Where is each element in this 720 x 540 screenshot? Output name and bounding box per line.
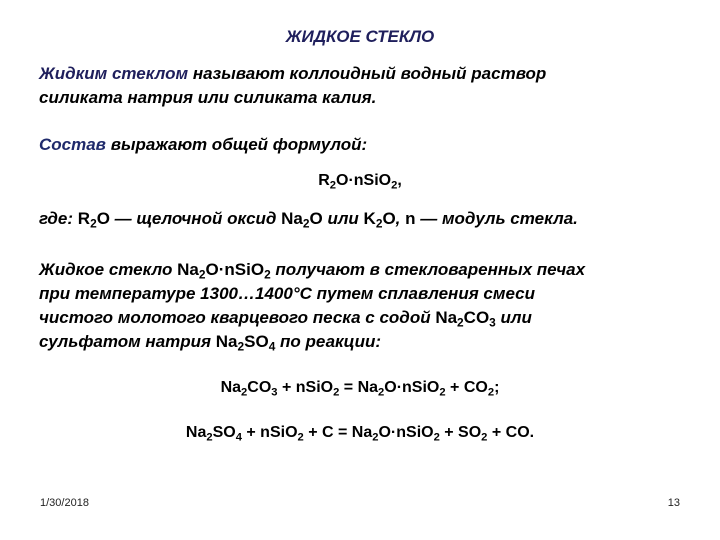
formula-subscript: 2 [487, 386, 495, 399]
formula-part: CO [463, 308, 490, 327]
formula-subscript: 2 [457, 315, 464, 330]
formula-part: n [405, 209, 416, 228]
formula-subscript: 2 [333, 386, 340, 399]
formula-part: Na [220, 379, 242, 396]
formula-part: = Na [339, 379, 379, 396]
where-text: — модуль стекла. [415, 209, 578, 228]
production-line-2: при температуре 1300…1400°С путем сплавления смеси [39, 284, 535, 303]
where-text: , [395, 209, 406, 228]
footer-page-number: 13 [667, 497, 680, 509]
production-line-1 [39, 258, 585, 282]
formula-part: + CO. [487, 424, 535, 441]
formula-part: Na [435, 308, 458, 327]
formula-subscript: 2 [237, 339, 245, 354]
composition-term: Состав [39, 135, 106, 154]
footer-date: 1/30/2018 [40, 497, 89, 509]
definition-line-1 [39, 62, 546, 86]
formula-part: SO [212, 424, 236, 441]
formula-part: K [363, 209, 376, 228]
composition-line [39, 133, 367, 157]
formula-part: Na [177, 260, 199, 279]
where-prefix: где: [39, 209, 78, 228]
formula-subscript: 3 [271, 386, 278, 399]
formula-subscript: 2 [375, 216, 383, 231]
formula-part: + SO [439, 424, 482, 441]
formula-part: O [96, 209, 110, 228]
formula-part: O [309, 209, 323, 228]
formula-part: Na [185, 424, 207, 441]
formula-part: R [77, 209, 91, 228]
production-line-3 [39, 306, 585, 330]
formula-subscript: 2 [90, 216, 97, 231]
production-paragraph [39, 258, 585, 354]
formula-subscript: 2 [433, 431, 440, 444]
formula-part: CO [247, 379, 272, 396]
formula-subscript: 2 [329, 179, 336, 192]
formula-subscript: 2 [264, 267, 271, 282]
formula-subscript: 2 [206, 431, 213, 444]
production-line-4 [39, 330, 585, 354]
formula-subscript: 4 [235, 431, 242, 444]
definition-term: Жидким стеклом [39, 64, 189, 83]
formula-part: O·nSiO [336, 172, 392, 189]
formula-subscript: 2 [198, 267, 206, 282]
formula-part: O·nSiO [378, 424, 434, 441]
reaction-2 [0, 424, 720, 442]
formula-subscript: 2 [391, 179, 398, 192]
production-text: по реакции: [275, 332, 382, 351]
formula-part: + nSiO [241, 424, 298, 441]
formula-subscript: 2 [481, 431, 488, 444]
formula-part: + C = Na [303, 424, 373, 441]
formula-subscript: 2 [297, 431, 304, 444]
production-text: сульфатом натрия [39, 332, 216, 351]
production-text: чистого молотого кварцевого песка с содой [39, 308, 436, 327]
composition-text: выражают общей формулой: [105, 135, 368, 154]
reaction-1 [0, 379, 720, 397]
formula-part: O·nSiO [205, 260, 265, 279]
formula-part: Na [281, 209, 303, 228]
formula-subscript: 3 [489, 315, 496, 330]
formula-subscript: 2 [372, 431, 379, 444]
formula-part: ; [494, 379, 500, 396]
formula-subscript: 2 [378, 386, 385, 399]
general-formula [0, 172, 720, 190]
where-line [39, 207, 578, 231]
formula-part: + nSiO [277, 379, 334, 396]
production-text: получают в стекловаренных печах [270, 260, 586, 279]
formula-part: O·nSiO [384, 379, 440, 396]
formula-subscript: 4 [268, 339, 276, 354]
formula-part: Na [215, 332, 238, 351]
definition-line-2: силиката натрия или силиката калия. [39, 88, 377, 107]
definition-paragraph [39, 62, 546, 110]
formula-part: + CO [445, 379, 488, 396]
formula-subscript: 2 [439, 386, 446, 399]
production-text: или [495, 308, 532, 327]
formula-part: O [382, 209, 396, 228]
where-text: — щелочной оксид [109, 209, 282, 228]
slide-title: ЖИДКОЕ СТЕКЛО [285, 27, 435, 46]
formula-subscript: 2 [302, 216, 310, 231]
formula-subscript: 2 [241, 386, 248, 399]
production-text: Жидкое стекло [39, 260, 178, 279]
formula-part: , [397, 172, 402, 189]
definition-text: называют коллоидный водный раствор [188, 64, 547, 83]
formula-part: SO [244, 332, 269, 351]
where-text: или [322, 209, 364, 228]
formula-part: R [318, 172, 330, 189]
